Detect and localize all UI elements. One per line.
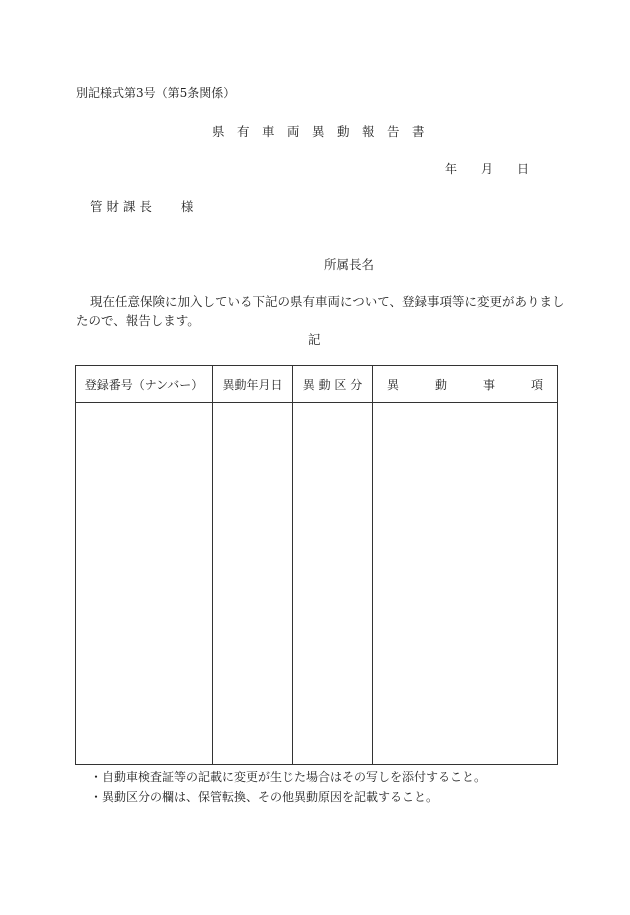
header-registration-number: 登録番号（ナンバー） (76, 366, 213, 403)
note-2: ・異動区分の欄は、保管転換、その他異動原因を記載すること。 (90, 790, 439, 804)
ki-heading: 記 (308, 332, 321, 347)
change-category-cell[interactable] (293, 403, 373, 765)
header-change-category: 異 動 区 分 (293, 366, 373, 403)
table-header-row (76, 366, 558, 403)
table-row (76, 403, 558, 765)
body-text-line-2: たので、報告します。 (76, 313, 200, 328)
header-change-date: 異動年月日 (213, 366, 293, 403)
form-number: 別記様式第3号（第5条関係） (76, 86, 236, 100)
sender-label: 所属長名 (324, 257, 375, 272)
note-1: ・自動車検査証等の記載に変更が生じた場合はその写しを添付すること。 (90, 770, 487, 784)
addressee: 管 財 課 長 様 (90, 199, 194, 214)
vehicle-change-table (75, 365, 558, 765)
date-line: 年 月 日 (445, 162, 530, 176)
document-title: 県 有 車 両 異 動 報 告 書 (212, 124, 425, 139)
body-text-line-1: 現在任意保険に加入している下記の県有車両について、登録事項等に変更がありまし (90, 294, 565, 309)
registration-number-cell[interactable] (76, 403, 213, 765)
change-details-cell[interactable] (373, 403, 558, 765)
header-change-details: 異 動 事 項 (373, 366, 558, 403)
change-date-cell[interactable] (213, 403, 293, 765)
